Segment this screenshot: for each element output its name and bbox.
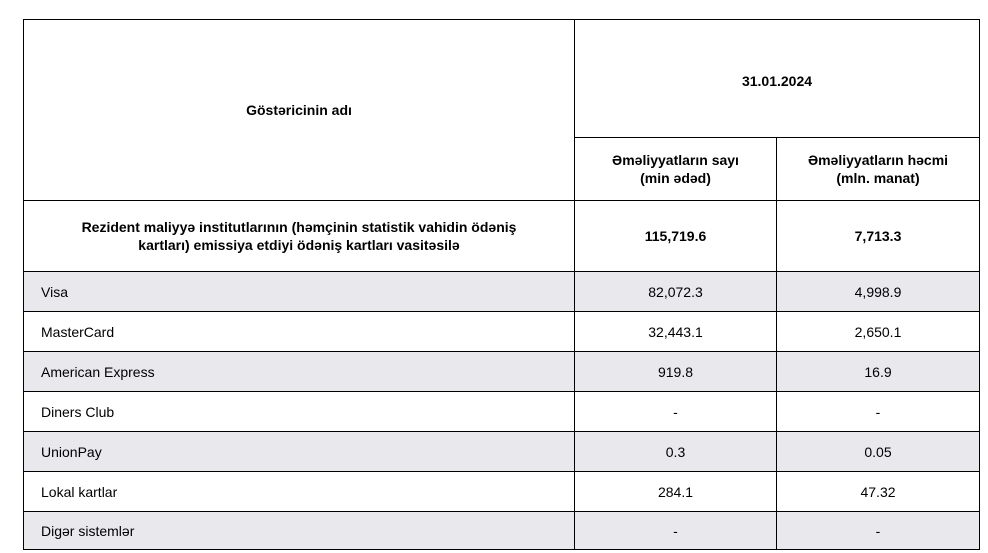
total-label-line2: kartları) emissiya etdiyi ödəniş kartları vasitəsilə [138, 237, 460, 253]
row-volume: 47.32 [777, 472, 980, 512]
row-name: MasterCard [24, 312, 575, 352]
table-row [24, 472, 980, 512]
row-count: - [575, 392, 777, 432]
transaction-count-title: Əməliyyatların sayı [612, 152, 739, 168]
row-volume: - [777, 392, 980, 432]
row-volume: 0.05 [777, 432, 980, 472]
table-row [24, 352, 980, 392]
row-name: Digər sistemlər [24, 512, 575, 550]
total-label-line1: Rezident maliyyə institutlarının (həmçinin statistik vahidin ödəniş [81, 219, 517, 235]
transaction-volume-header [777, 138, 980, 201]
table-row [24, 312, 980, 352]
indicator-name-header [24, 20, 575, 201]
date-header [575, 20, 980, 138]
table-row [24, 392, 980, 432]
row-name: Diners Club [24, 392, 575, 432]
row-volume: 16.9 [777, 352, 980, 392]
transaction-count-header [575, 138, 777, 201]
row-volume: - [777, 512, 980, 550]
total-volume-cell: 7,713.3 [777, 201, 980, 272]
payment-cards-table [23, 19, 980, 550]
indicator-name-label: Göstəricinin adı [246, 102, 352, 118]
row-name: Lokal kartlar [24, 472, 575, 512]
total-label-cell [24, 201, 575, 272]
transaction-volume-title: Əməliyyatların həcmi [807, 152, 949, 168]
row-volume: 2,650.1 [777, 312, 980, 352]
row-count: - [575, 512, 777, 550]
row-count: 32,443.1 [575, 312, 777, 352]
table-row [24, 512, 980, 550]
row-volume: 4,998.9 [777, 272, 980, 312]
table-row [24, 432, 980, 472]
row-name: Visa [24, 272, 575, 312]
transaction-volume-unit: (mln. manat) [836, 170, 920, 186]
date-label: 31.01.2024 [741, 73, 813, 89]
row-name: American Express [24, 352, 575, 392]
row-count: 82,072.3 [575, 272, 777, 312]
row-count: 919.8 [575, 352, 777, 392]
header-row [24, 20, 980, 138]
total-row [24, 201, 980, 272]
row-name: UnionPay [24, 432, 575, 472]
transaction-count-unit: (min ədəd) [640, 170, 711, 186]
row-count: 0.3 [575, 432, 777, 472]
total-count-cell: 115,719.6 [575, 201, 777, 272]
table-row [24, 272, 980, 312]
row-count: 284.1 [575, 472, 777, 512]
